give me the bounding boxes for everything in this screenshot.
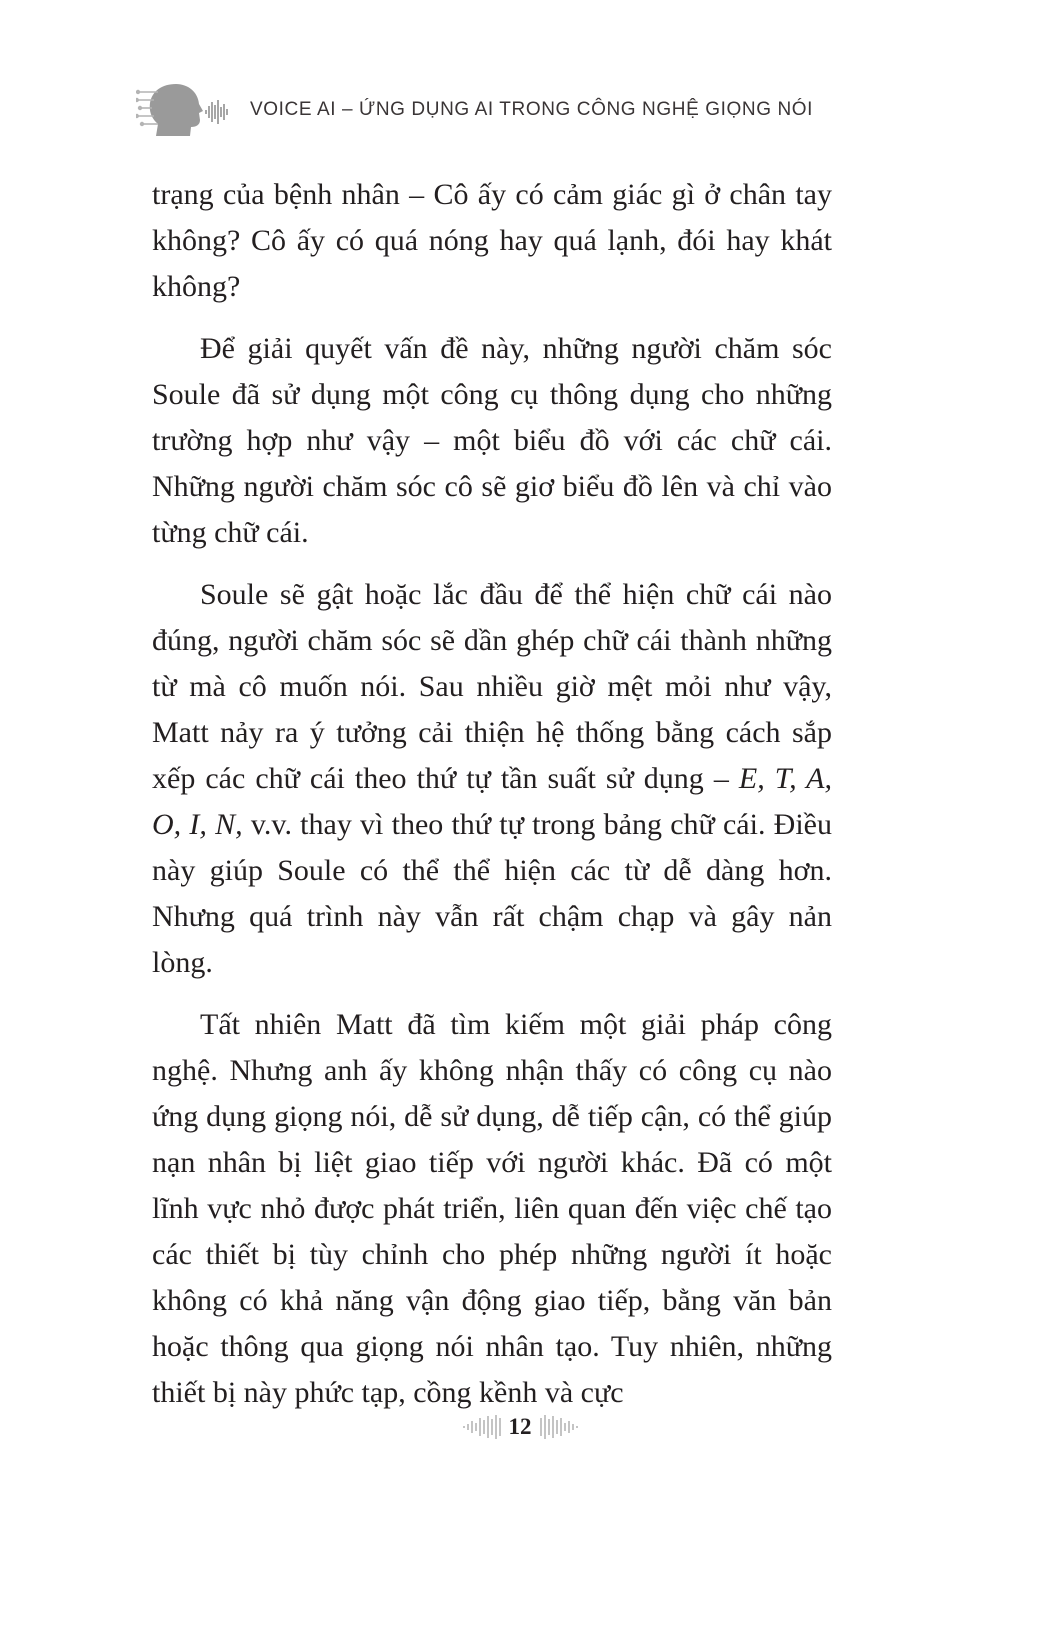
paragraph-text: Soule sẽ gật hoặc lắc đầu để thể hiện chữ cái nào đúng, người chăm sóc sẽ dần ghép chữ cái thành những từ mà cô muốn nói. Sau nhiều giờ mệt mỏi như vậy, Matt nảy ra ý tưởng cải thiện hệ thống bằng cách sắp xếp các chữ cái theo thứ tự tần suất sử dụng – bbox=[152, 578, 832, 795]
body-text bbox=[152, 172, 832, 1432]
italic-letter-sequence: E, T, A, O, I, N, bbox=[152, 762, 832, 841]
running-header bbox=[136, 80, 813, 140]
paragraph: Để giải quyết vấn đề này, những người chăm sóc Soule đã sử dụng một công cụ thông dụng cho những trường hợp như vậy – một biểu đồ với các chữ cái. Những người chăm sóc cô sẽ giơ biểu đồ lên và chỉ vào từng chữ cái. bbox=[152, 332, 832, 549]
paragraph: trạng của bệnh nhân – Cô ấy có cảm giác gì ở chân tay không? Cô ấy có quá nóng hay quá lạnh, đói hay khát không? bbox=[152, 178, 832, 303]
running-header-title: VOICE AI – ỨNG DỤNG AI TRONG CÔNG NGHỆ GIỌNG NÓI bbox=[250, 99, 814, 120]
circuit-head-soundwave-icon bbox=[136, 80, 232, 140]
page-footer bbox=[0, 1412, 1040, 1442]
page-number: 12 bbox=[508, 1414, 532, 1439]
soundwave-right-icon bbox=[538, 1412, 580, 1442]
paragraph bbox=[152, 572, 832, 986]
soundwave-left-icon bbox=[461, 1412, 503, 1442]
paragraph: Tất nhiên Matt đã tìm kiếm một giải pháp công nghệ. Nhưng anh ấy không nhận thấy có công cụ nào ứng dụng giọng nói, dễ sử dụng, dễ tiếp cận, có thể giúp nạn nhân bị liệt giao tiếp với người khác. Đã có một lĩnh vực nhỏ được phát triển, liên quan đến việc chế tạo các thiết bị tùy chỉnh cho phép những người ít hoặc không có khả năng vận động giao tiếp, bằng văn bản hoặc thông qua giọng nói nhân tạo. Tuy nhiên, những thiết bị này phức tạp, cồng kềnh và cực bbox=[152, 1008, 832, 1409]
paragraph-text: v.v. thay vì theo thứ tự trong bảng chữ cái. Điều này giúp Soule có thể thể hiện các từ dễ dàng hơn. Nhưng quá trình này vẫn rất chậm chạp và gây nản lòng. bbox=[152, 808, 832, 979]
